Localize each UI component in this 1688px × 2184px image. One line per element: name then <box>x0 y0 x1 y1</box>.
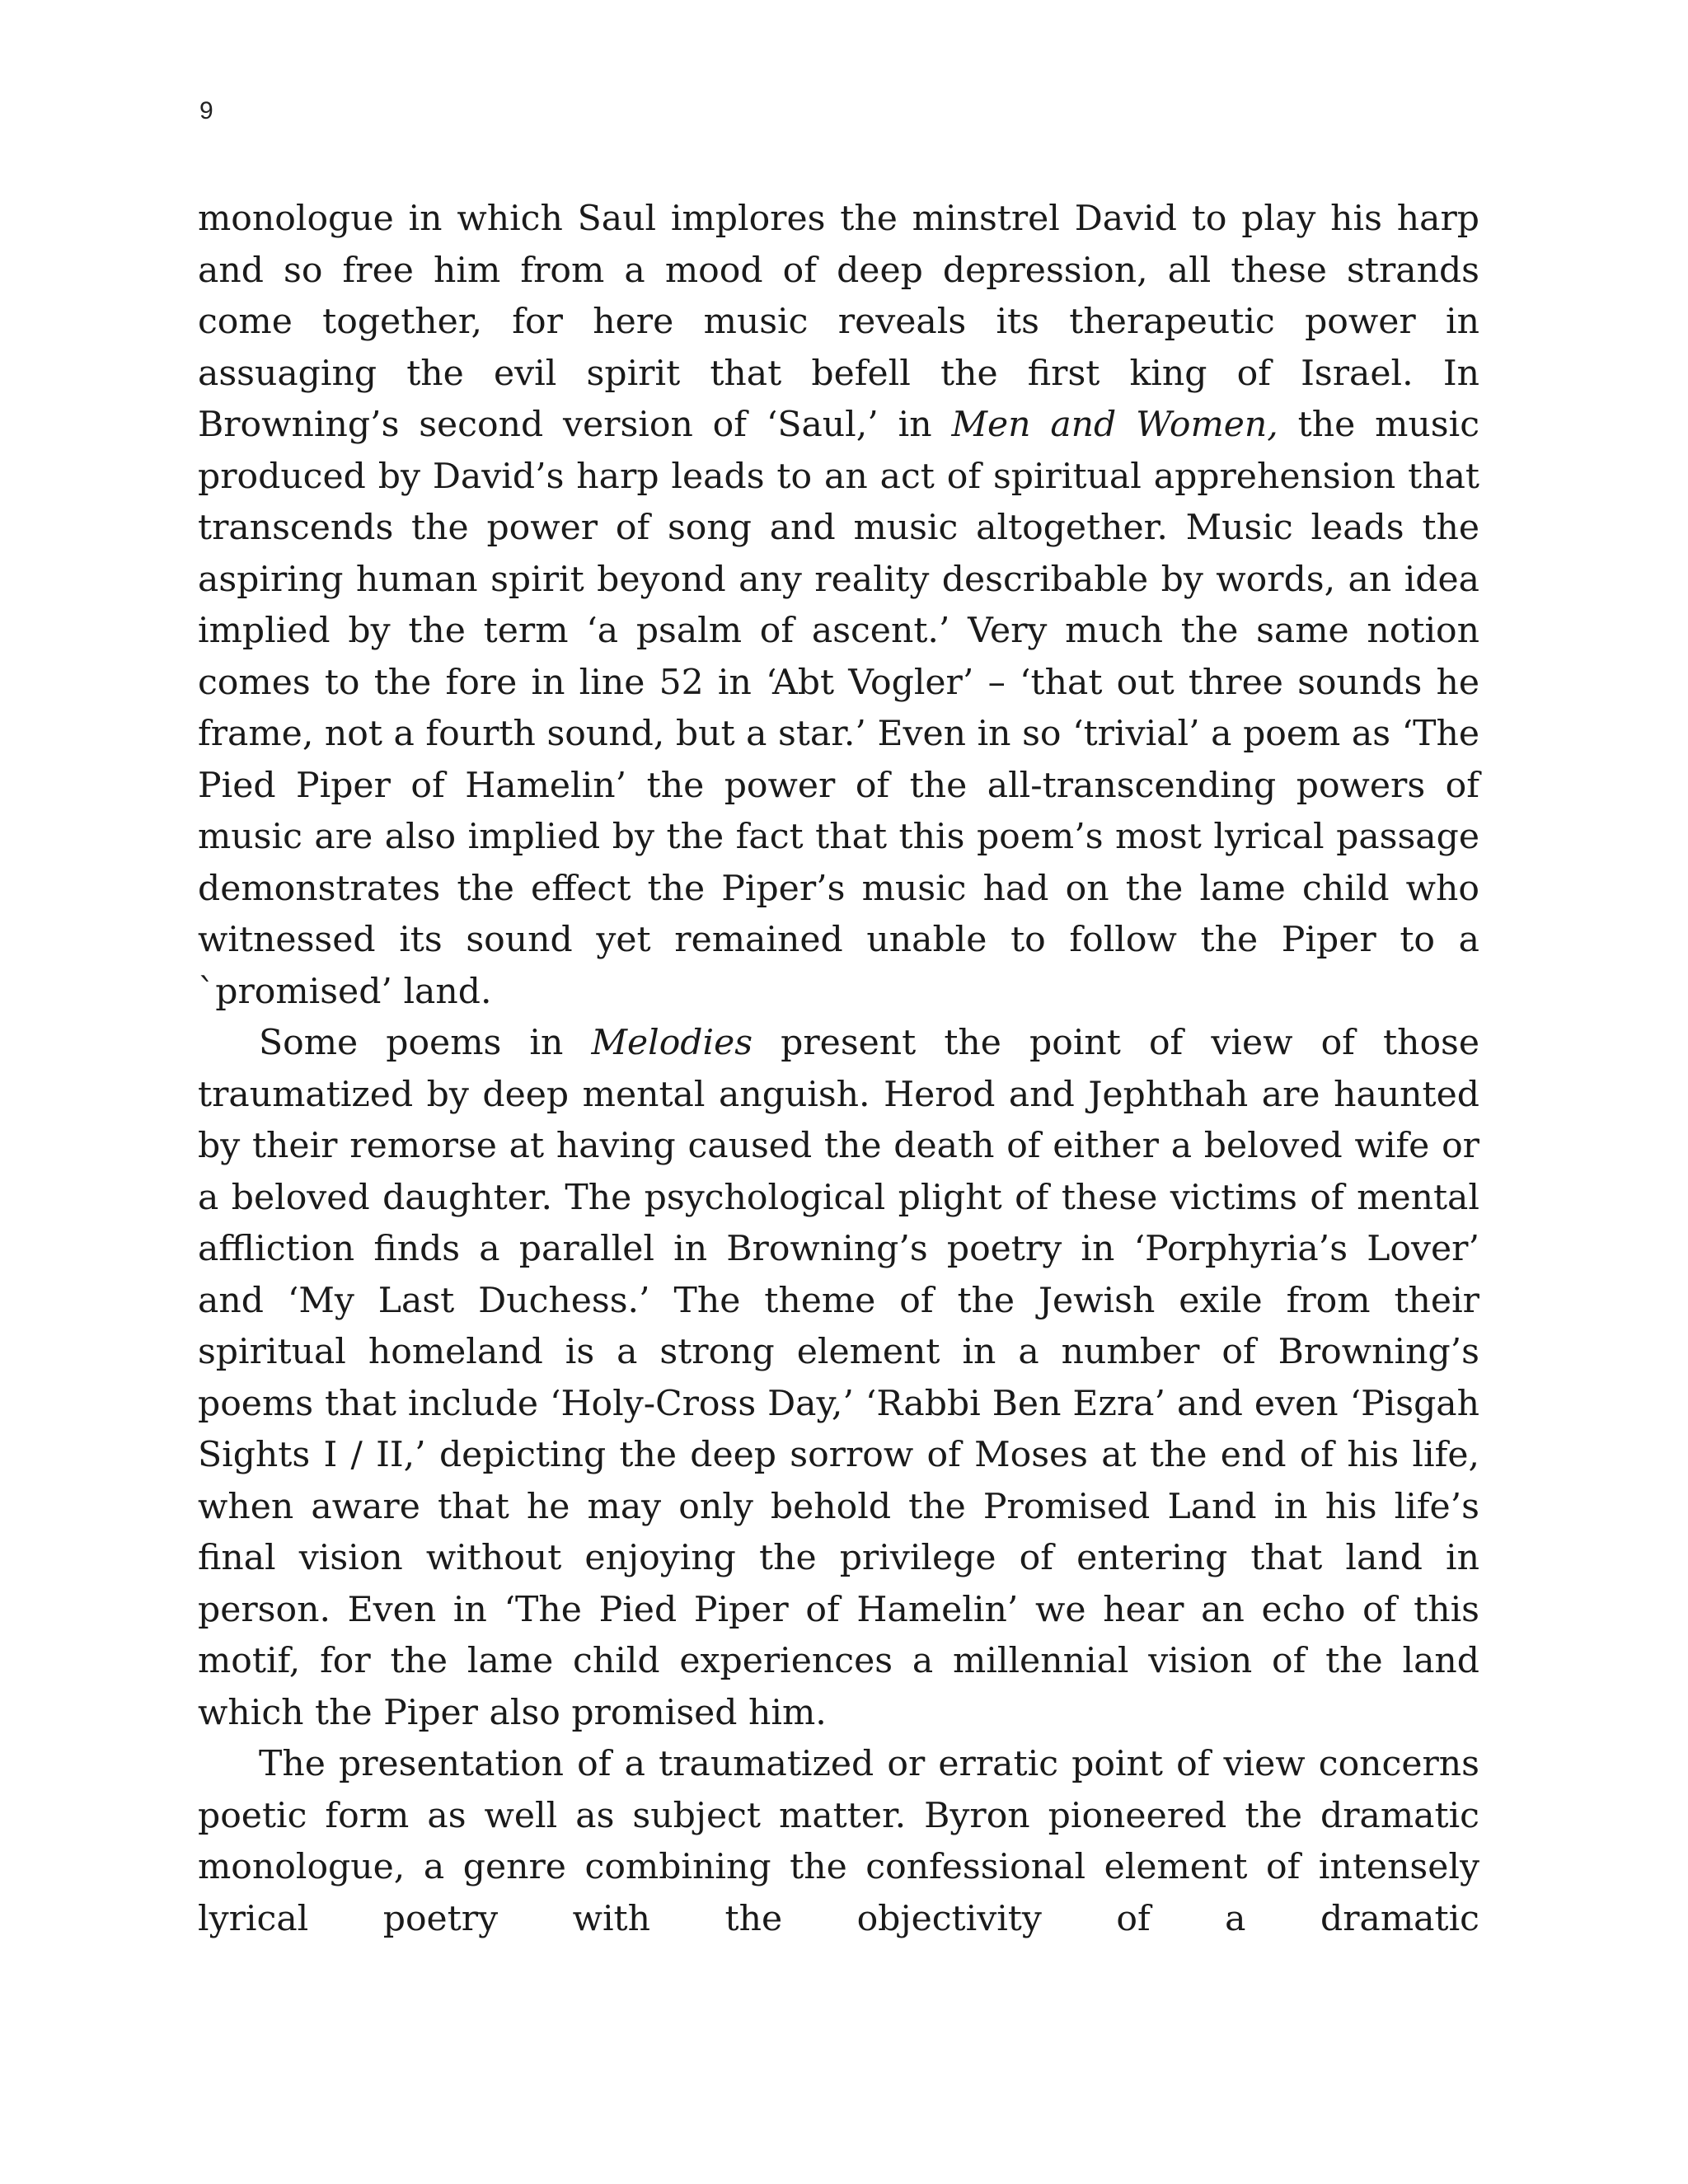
paragraph-2 <box>198 1018 1479 1739</box>
work-title-men-and-women: Men and Women, <box>951 405 1278 445</box>
paragraph-3 <box>198 1739 1479 1945</box>
paragraph-2-text-b: present the point of view of those traumatized by deep mental anguish. Herod and Jephthah are haunted by their remorse at having caused the death of either a beloved wife or a beloved daughter. The psychological plight of these victims of mental affliction finds a parallel in Browning’s poetry in ‘Porphyria’s Lover’ and ‘My Last Duchess.’ The theme of the Jewish exile from their spiritual homeland is a strong element in a number of Browning’s poems that include ‘Holy-Cross Day,’ ‘Rabbi Ben Ezra’ and even ‘Pisgah Sights I / II,’ depicting the deep sorrow of Moses at the end of his life, when aware that he may only behold the Promised Land in his life’s final vision without enjoying the privilege of entering that land in person. Even in ‘The Pied Piper of Hamelin’ we hear an echo of this motif, for the lame child experiences a millennial vision of the land which the Piper also promised him. <box>198 1023 1479 1733</box>
body-text <box>198 194 1479 1945</box>
paragraph-1 <box>198 194 1479 1018</box>
paragraph-3-text: The presentation of a traumatized or erratic point of view concerns poetic form as well as subject matter. Byron pioneered the dramatic monologue, a genre combining the confessional element of intensely lyrical poetry with the objectivity of a dramatic <box>198 1744 1479 1939</box>
work-title-melodies: Melodies <box>591 1023 753 1063</box>
paragraph-1-text-b: the music produced by David’s harp leads to an act of spiritual apprehension that transcends the power of song and music altogether. Music leads the aspiring human spirit beyond any reality describable by words, an idea implied by the term ‘a psalm of ascent.’ Very much the same notion comes to the fore in line 52 in ‘Abt Vogler’ – ‘that out three sounds he frame, not a fourth sound, but a star.’ Even in so ‘trivial’ a poem as ‘The Pied Piper of Hamelin’ the power of the all-transcending powers of music are also implied by the fact that this poem’s most lyrical passage demonstrates the effect the Piper’s music had on the lame child who witnessed its sound yet remained unable to follow the Piper to a `promised’ land. <box>198 405 1479 1012</box>
paragraph-2-text-a: Some poems in <box>259 1023 592 1063</box>
page-number: 9 <box>199 97 213 124</box>
paragraph-1-text-a: monologue in which Saul implores the minstrel David to play his harp and so free him from a mood of deep depression, all these strands come together, for here music reveals its therapeutic power in assuaging the evil spirit that befell the first king of Israel. In Browning’s second version of ‘Saul,’ in <box>198 199 1479 445</box>
